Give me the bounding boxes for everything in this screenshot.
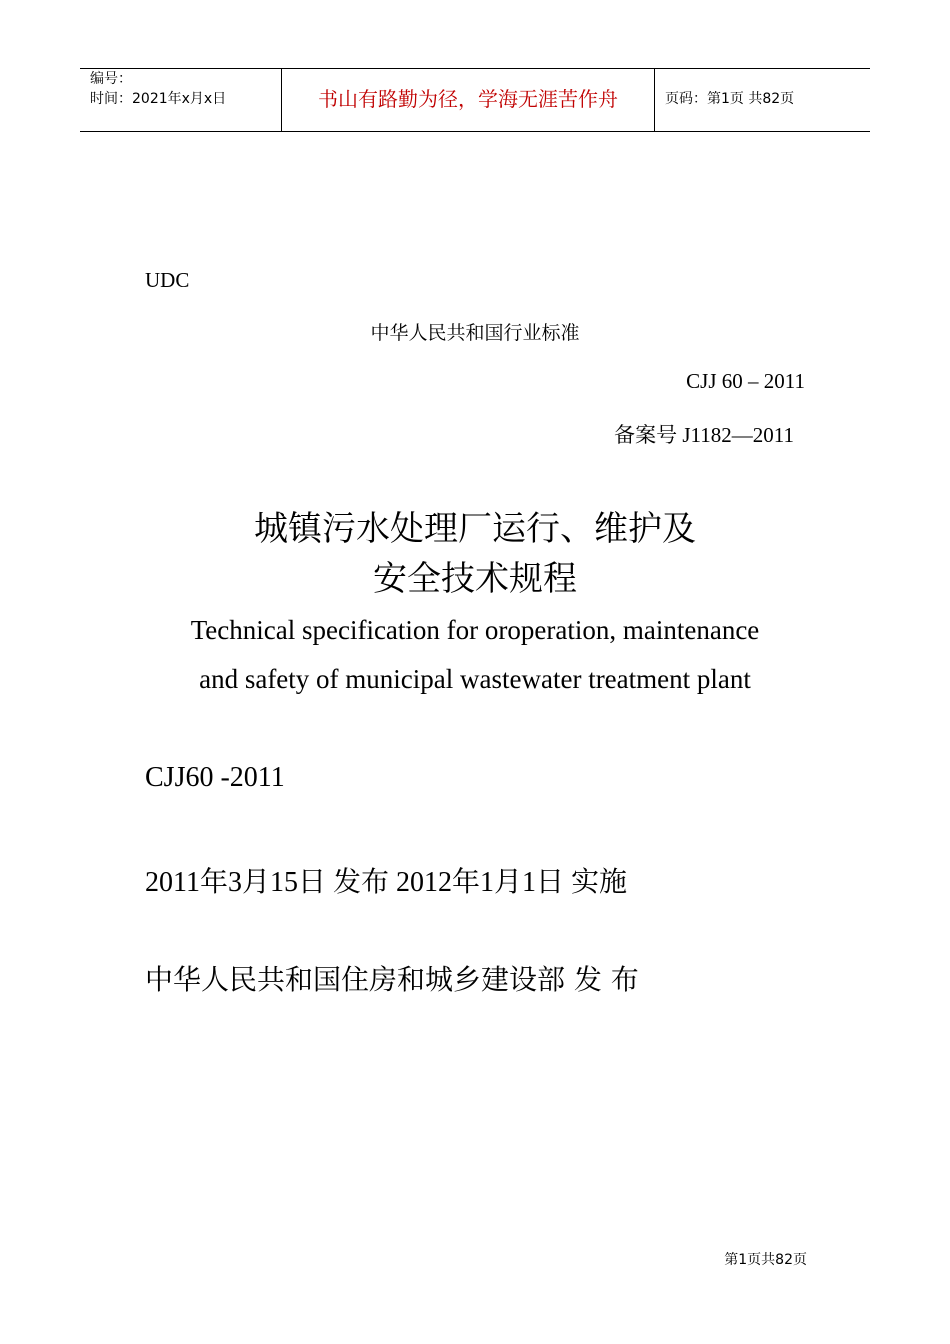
time-label: 时间：2021年x月x日 [90, 91, 227, 107]
title-line-2: 安全技术规程 [373, 559, 577, 599]
english-title-line-2: and safety of municipal wastewater treatment plant [199, 664, 751, 694]
header-page-cell [655, 69, 870, 131]
header-meta-cell [80, 69, 282, 131]
issue-dates: 2011年3月15日 发布 2012年1月1日 实施 [145, 867, 627, 898]
page-header [80, 68, 870, 132]
title-line-1: 城镇污水处理厂运行、维护及 [254, 509, 696, 549]
standard-code-secondary: CJJ60 -2011 [145, 762, 285, 793]
header-page-info: 页码：第1页 共82页 [665, 91, 795, 107]
standard-type: 中华人民共和国行业标准 [370, 322, 580, 344]
udc-label: UDC [145, 268, 190, 292]
header-motto: 书山有路勤为径，学海无涯苦作舟 [318, 87, 618, 111]
header-motto-cell [282, 69, 655, 131]
number-label: 编号： [90, 71, 132, 87]
english-title-line-1: Technical specification for oroperation, maintenance [190, 615, 760, 645]
standard-code: CJJ 60 – 2011 [686, 369, 805, 393]
page-footer: 第1页共82页 [724, 1252, 807, 1268]
filing-number: 备案号 J1182—2011 [614, 423, 794, 447]
publisher: 中华人民共和国住房和城乡建设部 发 布 [145, 963, 639, 996]
